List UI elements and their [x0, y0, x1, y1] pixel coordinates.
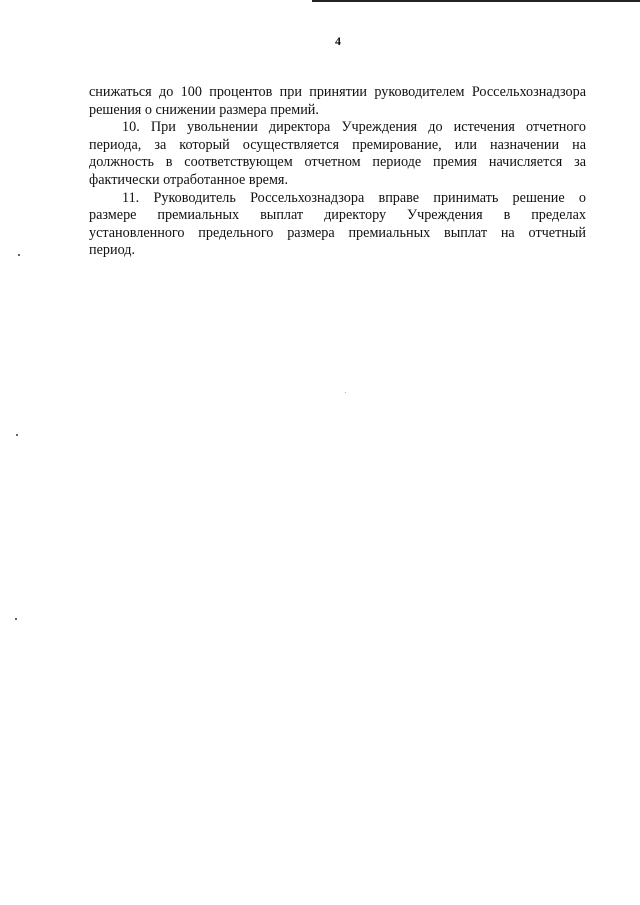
text-line: фактически отработанное время.	[89, 171, 289, 188]
paragraph-item-10	[89, 119, 586, 189]
text-line: размере премиальных выплат директору Учреждения в пределах	[89, 207, 586, 224]
paragraph-item-11	[89, 190, 586, 260]
scan-speck	[345, 392, 346, 393]
text-line: период.	[89, 242, 136, 259]
page-number: 4	[335, 34, 341, 48]
scan-speck	[18, 254, 20, 256]
text-line: 10. При увольнении директора Учреждения до истечения отчетного	[122, 119, 586, 136]
paragraph-continuation	[89, 84, 586, 119]
text-line: периода, за который осуществляется премирование, или назначении на	[89, 136, 586, 153]
scan-speck	[16, 434, 18, 436]
text-line: 11. Руководитель Россельхознадзора вправе принимать решение о	[122, 189, 586, 206]
text-line: снижаться до 100 процентов при принятии руководителем Россельхознадзора	[89, 84, 586, 100]
scan-edge-line	[312, 0, 640, 2]
scan-speck	[15, 618, 17, 620]
text-line: установленного предельного размера премиальных выплат на отчетный	[89, 224, 586, 241]
text-line: должность в соответствующем отчетном периоде премия начисляется за	[89, 154, 586, 171]
document-body	[89, 84, 586, 260]
text-line: решения о снижении размера премий.	[89, 101, 319, 118]
